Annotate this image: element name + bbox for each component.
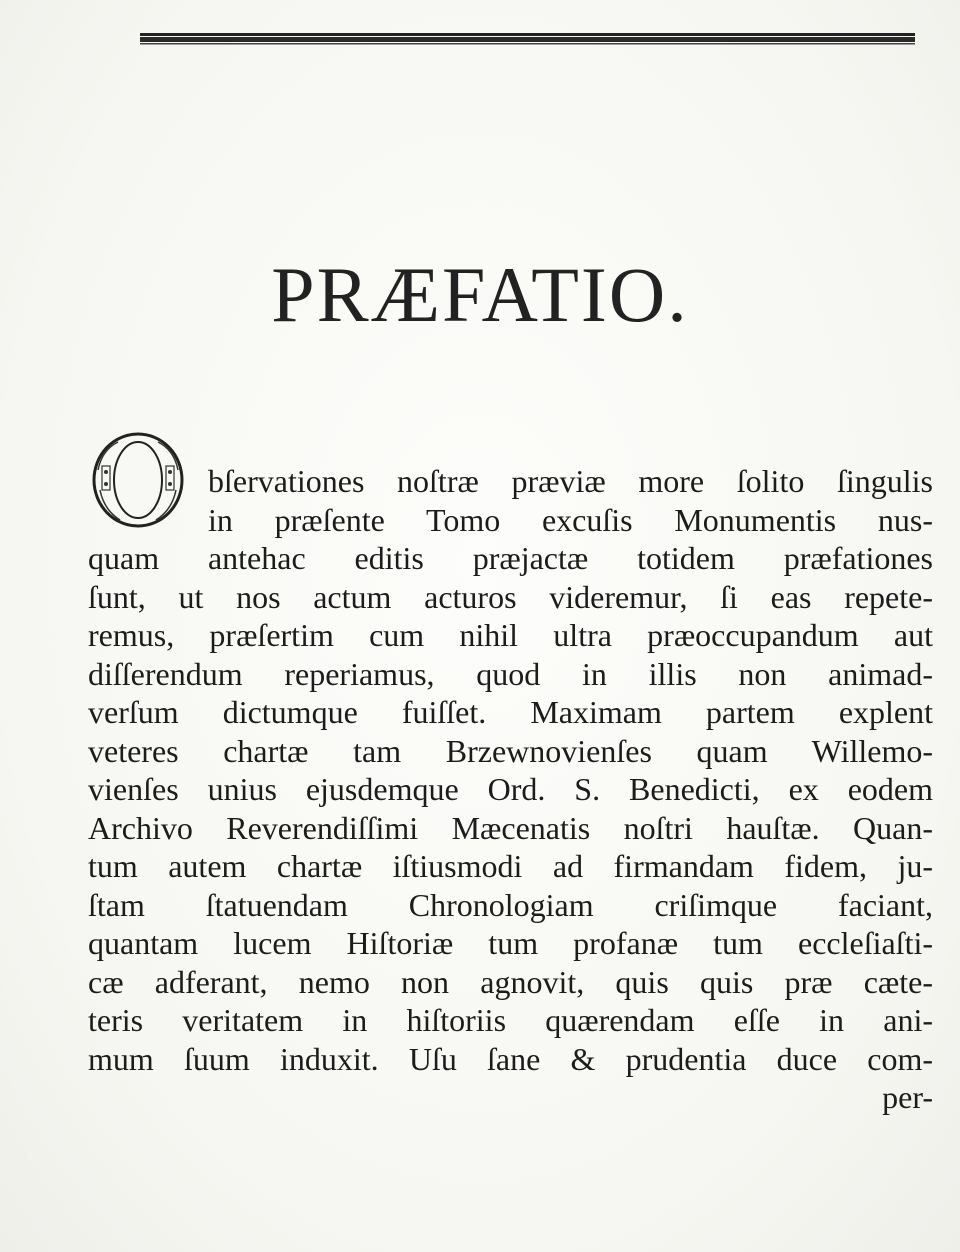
text-line: ſunt, ut nos actum acturos videremur, ſi eas repete- xyxy=(88,578,933,615)
text-line: ſtam ſtatuendam Chronologiam criſimque faciant, xyxy=(88,886,933,923)
text-line: diſſerendum reperiamus, quod in illis non animad- xyxy=(88,655,933,692)
text-line: cæ adferant, nemo non agnovit, quis quis præ cæte- xyxy=(88,963,933,1000)
text-line: vienſes unius ejusdemque Ord. S. Benedicti, ex eodem xyxy=(88,771,933,807)
text-line: mum ſuum induxit. Uſu ſane & prudentia duce com- xyxy=(88,1040,933,1077)
text-line: teris veritatem in hiſtoriis quærendam eſſe in ani- xyxy=(88,1002,933,1038)
text-line: bſervationes noſtræ præviæ more ſolito ſingulis xyxy=(208,463,933,499)
preface-body xyxy=(88,462,933,1117)
text-line: veteres chartæ tam Brzewnovienſes quam Willemo- xyxy=(88,732,933,769)
text-line: tum autem chartæ iſtiusmodi ad firmandam fidem, ju- xyxy=(88,848,933,884)
text-line: remus, præſertim cum nihil ultra præoccupandum aut xyxy=(88,617,933,653)
catchword: per- xyxy=(882,1079,933,1115)
text-line: quam antehac editis præjactæ totidem præfationes xyxy=(88,540,933,576)
text-line: verſum dictumque fuiſſet. Maximam partem explent xyxy=(88,694,933,730)
top-border-rule xyxy=(140,27,915,47)
text-line: in præſente Tomo excuſis Monumentis nus- xyxy=(208,501,933,538)
text-line: Archivo Reverendiſſimi Mæcenatis noſtri hauſtæ. Quan- xyxy=(88,809,933,846)
text-line: quantam lucem Hiſtoriæ tum profanæ tum eccleſiaſti- xyxy=(88,925,933,961)
page-title: PRÆFATIO. xyxy=(271,251,689,338)
